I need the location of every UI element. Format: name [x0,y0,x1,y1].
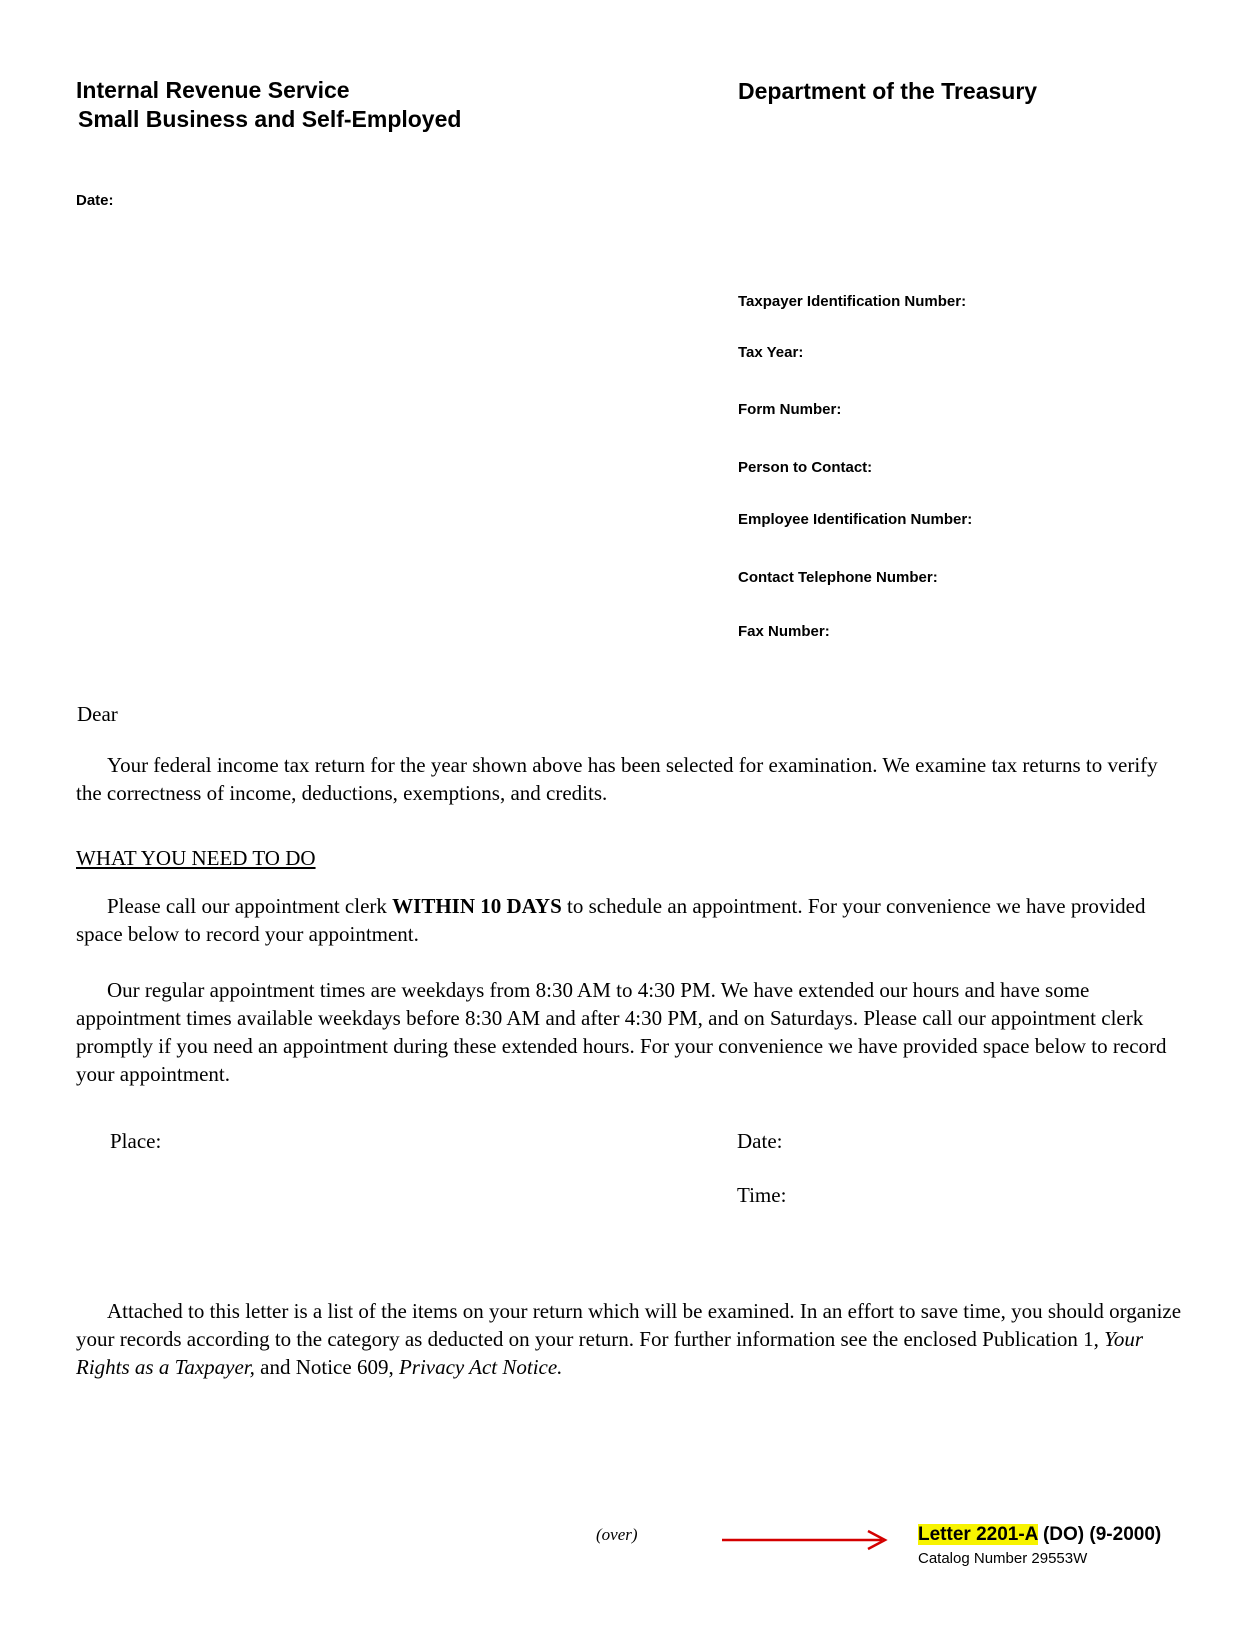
appointment-date-label: Date: [737,1129,783,1153]
salutation: Dear [77,702,118,726]
field-employee-id: Employee Identification Number: [738,511,973,528]
appointment-time-label: Time: [737,1183,787,1207]
paragraph-appointment-times: Our regular appointment times are weekdays from 8:30 AM to 4:30 PM. We have extended our hours and have some appointment times available weekdays before 8:30 AM and after 4:30 PM, and on Saturdays. Please call our appointment clerk promptly if you need an appointment during these extended hours. For your convenience we have provided space below to record your appointment. [76,978,1167,1086]
call-clerk-text-end: to schedule an appointment. For your convenience we have provided space below to record your appointment. [76,894,1146,946]
date-label: Date: [76,192,114,209]
agency-name: Internal Revenue Service [76,77,350,103]
letter-number-highlight: Letter 2201-A [918,1524,1038,1545]
notice-reference: and Notice 609, [254,1355,399,1379]
publication-title: Your Rights as a Taxpayer, [76,1327,1144,1379]
paragraph-attached-items [76,1297,1186,1381]
letter-revision: (DO) (9-2000) [1037,1524,1162,1545]
field-person-to-contact: Person to Contact: [738,459,873,476]
attached-items-text: Attached to this letter is a list of the items on your return which will be examined. In an effort to save time, you should organize your records according to the category as deducted on your return. For further information see the enclosed Publication 1, [76,1299,1182,1351]
call-clerk-text-start: Please call our appointment clerk [107,894,393,918]
field-form-number: Form Number: [738,401,842,418]
field-tax-year: Tax Year: [738,344,804,361]
field-fax: Fax Number: [738,623,830,640]
section-heading: WHAT YOU NEED TO DO [76,846,316,870]
field-contact-phone: Contact Telephone Number: [738,569,938,586]
paragraph-call-clerk [76,892,1186,948]
division-name: Small Business and Self-Employed [78,106,462,132]
deadline-emphasis: WITHIN 10 DAYS [392,894,562,918]
over-label: (over) [596,1525,638,1544]
letter-number [918,1524,1161,1546]
department-name: Department of the Treasury [738,78,1038,104]
paragraph-selection-notice: Your federal income tax return for the year shown above has been selected for examination. We examine tax returns to verify the correctness of income, deductions, exemptions, and credits. [76,753,1158,805]
appointment-place-label: Place: [110,1129,162,1153]
field-tin: Taxpayer Identification Number: [738,293,967,310]
notice-title: Privacy Act Notice. [398,1355,563,1379]
catalog-number: Catalog Number 29553W [918,1550,1088,1567]
letterhead-left [76,76,461,134]
red-arrow-icon [722,1528,890,1552]
